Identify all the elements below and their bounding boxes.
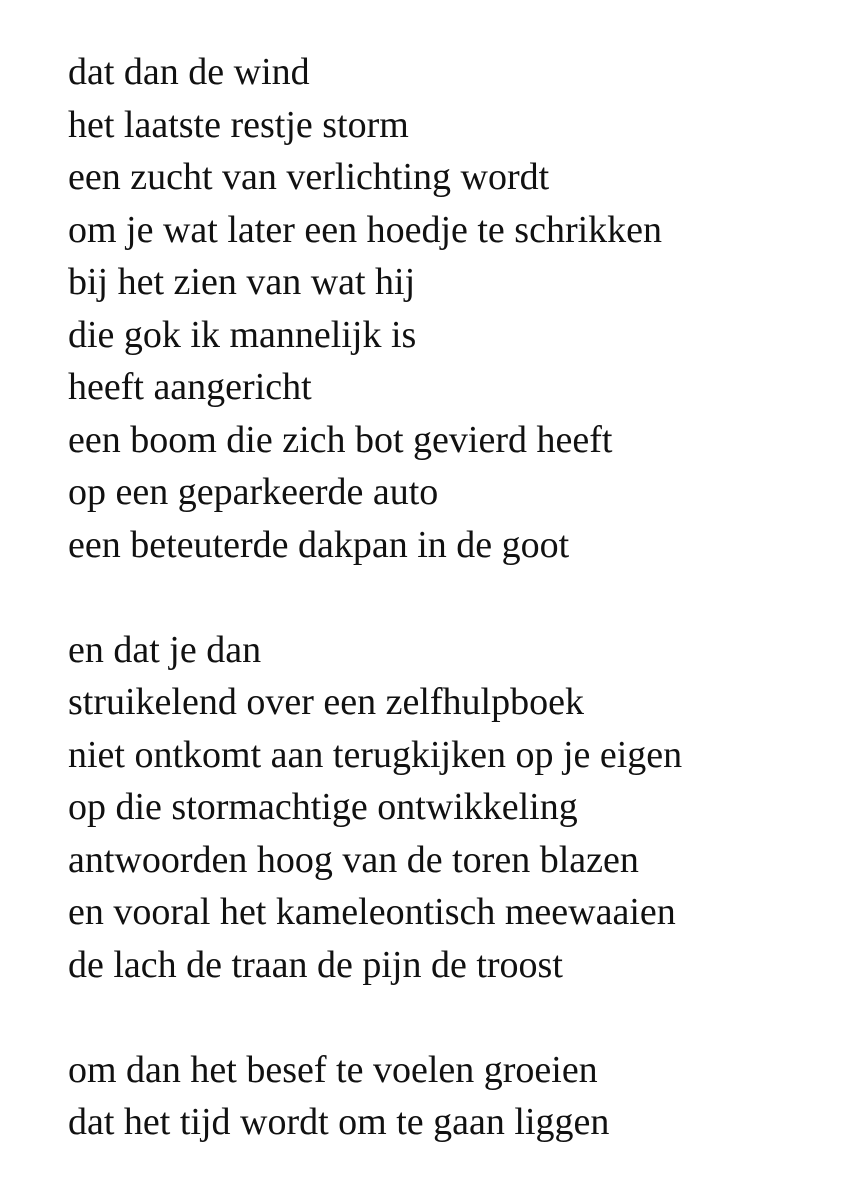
poem-line: op die stormachtige ontwikkeling (68, 786, 578, 828)
poem-line: en dat je dan (68, 628, 262, 671)
stanza-1 (68, 46, 848, 571)
poem-line: een beteuterde dakpan in de goot (68, 523, 570, 566)
stanza-3 (68, 1044, 848, 1149)
poem-line: dat dan de wind (68, 51, 310, 93)
poem-line: en vooral het kameleontisch meewaaien (68, 891, 676, 933)
poem-line: die gok ik mannelijk is (68, 313, 417, 356)
poem-line: een boom die zich bot gevierd heeft (68, 418, 613, 461)
poem-line: het laatste restje storm (68, 103, 409, 146)
poem-line: een zucht van verlichting wordt (68, 156, 550, 198)
poem-line: antwoorden hoog van de toren blazen (68, 838, 639, 881)
poem-text (68, 46, 848, 1149)
poem-line: op een geparkeerde auto (68, 471, 439, 513)
poem-line: de lach de traan de pijn de troost (68, 943, 563, 986)
poem-line: niet ontkomt aan terugkijken op je eigen (68, 733, 683, 776)
poem-line: struikelend over een zelfhulpboek (68, 681, 584, 723)
poem-line: om dan het besef te voelen groeien (68, 1048, 598, 1091)
poem-line: heeft aangericht (68, 366, 312, 408)
stanza-2 (68, 624, 848, 992)
poem-line: om je wat later een hoedje te schrikken (68, 208, 663, 251)
poem-line: dat het tijd wordt om te gaan liggen (68, 1101, 610, 1143)
poem-line: bij het zien van wat hij (68, 261, 416, 303)
